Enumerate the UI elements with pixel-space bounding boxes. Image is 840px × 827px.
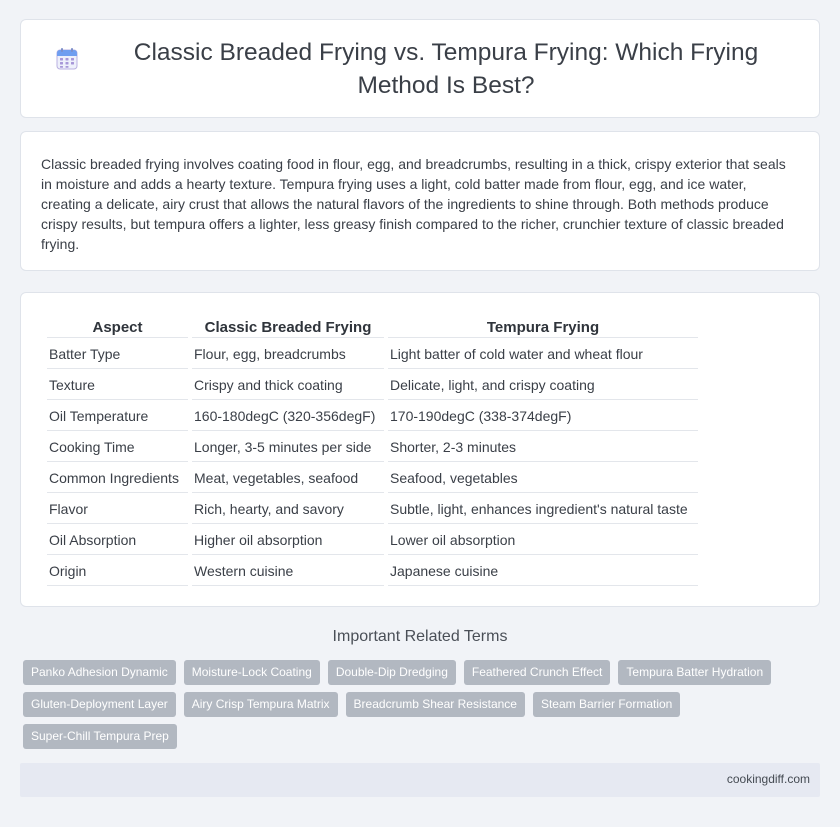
table-row <box>47 495 698 524</box>
related-term-tag[interactable]: Breadcrumb Shear Resistance <box>346 692 525 717</box>
table-row <box>47 526 698 555</box>
table-cell: Subtle, light, enhances ingredient's natural taste <box>388 495 698 524</box>
related-term-tag[interactable]: Panko Adhesion Dynamic <box>23 660 176 685</box>
table-row <box>47 433 698 462</box>
table-cell: Lower oil absorption <box>388 526 698 555</box>
related-terms-list <box>23 660 803 749</box>
table-cell: Higher oil absorption <box>192 526 384 555</box>
column-header-aspect: Aspect <box>47 317 188 338</box>
table-row <box>47 464 698 493</box>
table-cell: 160-180degC (320-356degF) <box>192 402 384 431</box>
comparison-table <box>43 315 702 588</box>
table-row <box>47 340 698 369</box>
table-cell: Texture <box>47 371 188 400</box>
page-title: Classic Breaded Frying vs. Tempura Frying: Which Frying Method Is Best? <box>133 38 759 99</box>
related-term-tag[interactable]: Double-Dip Dredging <box>328 660 456 685</box>
related-term-tag[interactable]: Super-Chill Tempura Prep <box>23 724 177 749</box>
table-cell: Batter Type <box>47 340 188 369</box>
footer-site-link[interactable]: cookingdiff.com <box>726 772 810 786</box>
table-row <box>47 557 698 586</box>
table-cell: 170-190degC (338-374degF) <box>388 402 698 431</box>
column-header-tempura: Tempura Frying <box>388 317 698 338</box>
table-cell: Origin <box>47 557 188 586</box>
related-term-tag[interactable]: Gluten-Deployment Layer <box>23 692 176 717</box>
intro-paragraph: Classic breaded frying involves coating food in flour, egg, and breadcrumbs, resulting in a thick, crispy exterior that seals in moisture and adds a hearty texture. Tempura frying uses a light, cold batter made from flour, egg, and ice water, creating a delicate, airy crust that allows the natural flavors of the ingredients to shine through. Both methods produce crispy results, but tempura offers a lighter, less greasy finish compared to the richer, crunchier texture of classic breaded frying. <box>41 156 786 252</box>
table-cell: Longer, 3-5 minutes per side <box>192 433 384 462</box>
related-term-tag[interactable]: Moisture-Lock Coating <box>184 660 320 685</box>
related-term-tag[interactable]: Tempura Batter Hydration <box>618 660 771 685</box>
table-cell: Seafood, vegetables <box>388 464 698 493</box>
table-cell: Oil Absorption <box>47 526 188 555</box>
table-cell: Flour, egg, breadcrumbs <box>192 340 384 369</box>
related-term-tag[interactable]: Steam Barrier Formation <box>533 692 680 717</box>
comparison-table-card <box>20 292 820 607</box>
table-cell: Common Ingredients <box>47 464 188 493</box>
table-row <box>47 371 698 400</box>
column-header-classic: Classic Breaded Frying <box>192 317 384 338</box>
table-cell: Delicate, light, and crispy coating <box>388 371 698 400</box>
table-cell: Japanese cuisine <box>388 557 698 586</box>
table-cell: Flavor <box>47 495 188 524</box>
table-cell: Light batter of cold water and wheat flour <box>388 340 698 369</box>
table-row <box>47 402 698 431</box>
table-cell: Rich, hearty, and savory <box>192 495 384 524</box>
intro-card <box>20 131 820 271</box>
table-cell: Cooking Time <box>47 433 188 462</box>
table-cell: Meat, vegetables, seafood <box>192 464 384 493</box>
table-cell: Crispy and thick coating <box>192 371 384 400</box>
footer <box>20 763 820 797</box>
table-cell: Shorter, 2-3 minutes <box>388 433 698 462</box>
related-term-tag[interactable]: Feathered Crunch Effect <box>464 660 611 685</box>
related-term-tag[interactable]: Airy Crisp Tempura Matrix <box>184 692 338 717</box>
header-card <box>20 19 820 118</box>
table-cell: Western cuisine <box>192 557 384 586</box>
table-header-row <box>47 317 698 338</box>
related-terms-title: Important Related Terms <box>332 628 508 645</box>
table-cell: Oil Temperature <box>47 402 188 431</box>
